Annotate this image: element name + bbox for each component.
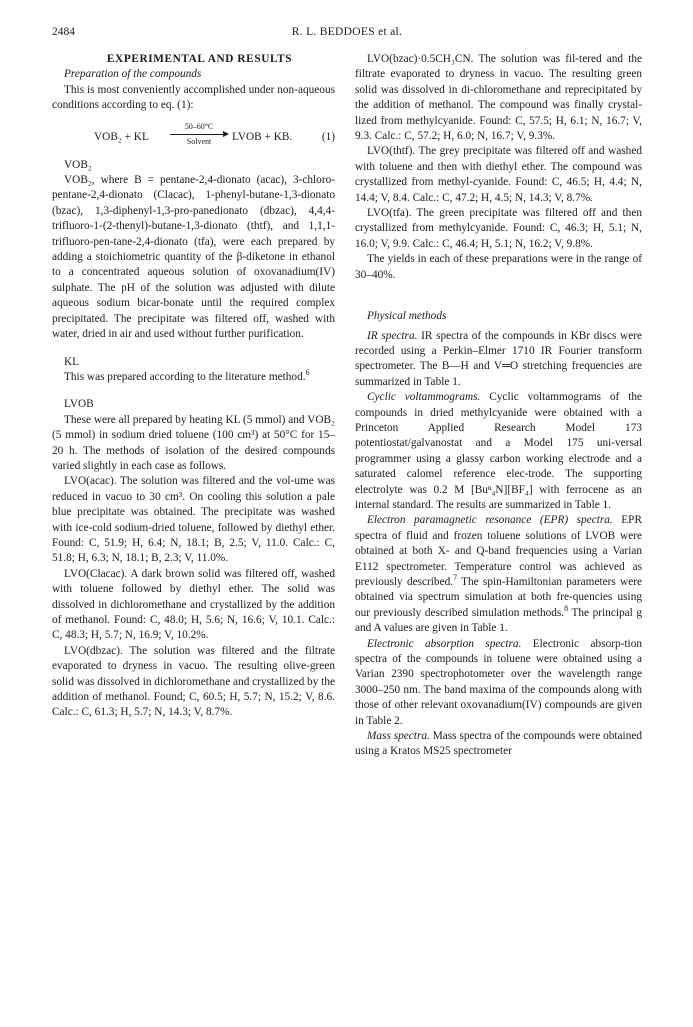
section-title: EXPERIMENTAL AND RESULTS: [106, 53, 293, 65]
equation-rhs: LVOB + KB.: [232, 130, 293, 143]
ir-title: IR spectra.: [367, 329, 418, 342]
kl-text: This was prepared according to the literature method.: [64, 370, 306, 383]
epr-reference-1: 7: [453, 573, 458, 583]
cv-title: Cyclic voltammograms.: [367, 391, 481, 404]
epr-text-b: The spin-Hamiltonian parameters were obtained via spectrum simulation at both fre-quencies using our previously described simulation methods.: [355, 576, 642, 619]
kl-paragraph: [52, 370, 335, 385]
epr-reference-2: 8: [564, 604, 569, 614]
reaction-arrow: [170, 122, 228, 146]
lvob-heading: LVOB: [64, 398, 94, 411]
yields-paragraph: The yields in each of these preparations were in the range of 30–40%.: [355, 253, 642, 281]
equation-number: (1): [321, 130, 335, 143]
vob2-heading: VOB₂: [64, 158, 92, 171]
arrow-condition-top: 50–60°C: [184, 121, 214, 131]
mass-title: Mass spectra.: [367, 730, 430, 743]
ir-text: IR spectra of the compounds in KBr discs were recorded using a Perkin–Elmer 1710 IR Fourier transform spectrometer. The B—H and V═O stretching frequencies are summarized in Table 1.: [355, 329, 642, 388]
epr-paragraph: [355, 513, 642, 636]
kl-heading: KL: [64, 355, 80, 368]
epr-title: Electron paramagnetic resonance (EPR) spectra.: [367, 514, 613, 527]
epr-text-c: The principal g and A values are given in Table 1.: [355, 606, 642, 635]
cv-text: Cyclic voltammograms of the compounds in dried methylcyanide were obtained with a Princeton Applied Research Model 173 potentiostat/galvanostat and a Model 175 uni-versal programmer using a glassy carbon working electrode and a saturated calomel reference elec-trode. The supporting electrolyte was 0.2 M [Buⁿ₄N][BF₄] with ferrocene as an internal standard. The results are summarized in Table 1.: [355, 391, 643, 511]
physical-methods-heading: Physical methods: [367, 310, 447, 323]
kl-reference: 6: [305, 368, 310, 378]
arrow-line: [170, 134, 228, 135]
lvo-acac-paragraph: LVO(acac). The solution was filtered and the vol-ume was reduced in vacuo to 30 cm³. On cooling this solution a pale blue precipitate was obtained. The precipitate was washed with ice-cold sodium-dried toluene, followed by diethyl ether. Found: C, 51.9; H, 6.4; N, 18.1; B, 2.5; V, 11.0. Calc.: C, 51.8; H, 6.3; N, 18.1; B, 2.3; V, 11.0%.: [52, 475, 335, 565]
lvo-dbzac-paragraph: LVO(dbzac). The solution was filtered and the filtrate evaporated to dryness in vacuo. The resulting olive-green solid was dissolved in dichloromethane and crystallized by the addition of methanol. Found; C, 60.5; H, 5.7; N, 15.2; V, 8.6. Calc.: C, 61.3; H, 5.7; N, 14.3; V, 8.7%.: [52, 644, 335, 719]
mass-paragraph: [355, 729, 642, 760]
lvo-clacac-paragraph: LVO(Clacac). A dark brown solid was filtered off, washed with toluene followed by diethyl ether. The solid was dissolved in dichloromethane and crystallized by the addition of methanol. Found: C, 48.0; H, 5.6; N, 16.6; V, 10.1. Calc.: C, 48.3; H, 5.7; N, 16.9; V, 10.2%.: [52, 567, 335, 642]
left-column: [52, 52, 335, 721]
page-header: [52, 26, 642, 44]
lvob-paragraph: These were all prepared by heating KL (5 mmol) and VOB₂ (5 mmol) in sodium dried toluene (100 cm³) at 50°C for 15–20 h. The methods of isolation of the desired compounds varied slightly in each case as follows.: [52, 413, 335, 472]
mass-text: Mass spectra of the compounds were obtained using a Kratos MS25 spectrometer: [355, 730, 643, 758]
absorption-text: Electronic absorp-tion spectra of the compounds in toluene were obtained using a Varian 2390 spectrophotometer over the wavelength range 3000–250 nm. The band maxima of the compounds along with those of other relevant oxovanadium(IV) compounds are given in Table 2.: [355, 637, 642, 727]
absorption-title: Electronic absorption spectra.: [367, 637, 522, 650]
cv-paragraph: [355, 390, 642, 513]
page-number: 2484: [52, 26, 75, 38]
intro-paragraph: This is most conveniently accomplished under non-aqueous conditions according to eq. (1):: [52, 83, 335, 112]
right-column: [355, 52, 642, 760]
prep-heading: Preparation of the compounds: [64, 68, 202, 81]
epr-text-a: EPR spectra of fluid and frozen toluene solutions of LVOB were obtained at both X- and Q-band frequencies using a Varian E112 spectrometer. Temperature control was achieved as previously described.: [355, 514, 642, 588]
equation-1: [52, 118, 335, 152]
lvo-bzac-paragraph: LVO(bzac)·0.5CH₃CN. The solution was fil-tered and the filtrate evaporated to dryness in vacuo. The resulting green solid was dissolved in di-chloromethane and reprecipitated by the addition of methanol. The compound was finally crystal-lized from methylcyanide. Found: C, 57.5; H, 6.1; N, 16.7; V, 9.3. Calc.: C, 57.2; H, 6.0; N, 16.7; V, 9.3%.: [355, 53, 642, 143]
arrow-condition-bottom: Solvent: [186, 136, 212, 146]
lvo-tfa-paragraph: LVO(tfa). The green precipitate was filtered off and then crystallized from methylcyanide. Found: C, 46.3; H, 5.1; N, 16.0; V, 9.9. Calc.: C, 46.4; H, 5.1; N, 16.2; V, 9.8%.: [355, 207, 642, 250]
lvo-thtf-paragraph: LVO(thtf). The grey precipitate was filtered off and washed with toluene and then with diethyl ether. The compound was crystallized from methyl-cyanide. Found: C, 46.5; H, 4.4; N, 14.4; V, 8.4. Calc.: C, 47.2; H, 4.5; N, 14.3; V, 8.7%.: [355, 145, 642, 204]
equation-lhs: VOB₂ + KL: [94, 130, 149, 143]
vob2-paragraph: VOB₂, where B = pentane-2,4-dionato (acac), 3-chloro-pentane-2,4-dionato (Clacac), 1-phenyl-butane-1,3-dionato (bzac), 1,3-diphenyl-1,3-pro-panedionato (dbzac), 4,4,4-trifluoro-1-(2-thenyl)-butane-1,3-dionato (thtf), and 1,1,1-trifluoro-pen-tane-2,4-dionato (tfa), were each prepared by adding a stoichiometric quantity of the β-diketone in ethanol to a concentrated aqueous solution of oxovanadium(IV) sulphate. The pH of the solution was adjusted with dilute aqueous sodium bicar-bonate until the required complex precipitated. The precipitate was filtered off, washed with water, dried in air and used without further purification.: [52, 174, 335, 341]
running-title: R. L. BEDDOES et al.: [291, 26, 403, 38]
absorption-paragraph: [355, 637, 642, 729]
ir-paragraph: [355, 329, 642, 391]
